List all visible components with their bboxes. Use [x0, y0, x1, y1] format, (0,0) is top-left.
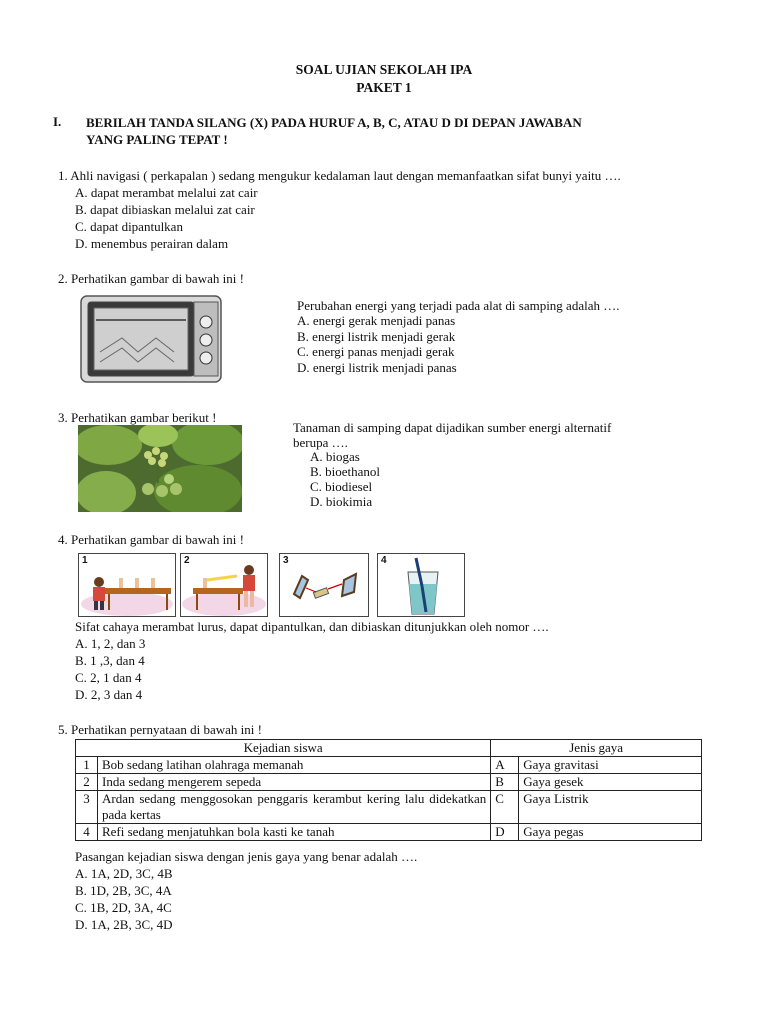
q1-options: [75, 184, 258, 252]
table-header-force: Jenis gaya: [491, 740, 702, 757]
q5-option-a[interactable]: A. 1A, 2D, 3C, 4B: [75, 866, 173, 881]
q2-question: Perubahan energi yang terjadi pada alat di samping adalah ….: [297, 298, 620, 313]
row-number: 3: [76, 791, 98, 824]
q5-text: 5. Perhatikan pernyataan di bawah ini !: [58, 722, 262, 737]
q2-text: 2. Perhatikan gambar di bawah ini !: [58, 271, 244, 286]
q2-option-a[interactable]: A. energi gerak menjadi panas: [297, 313, 456, 328]
row-letter: D: [491, 824, 519, 841]
q3-text: 3. Perhatikan gambar berikut !: [58, 410, 217, 425]
table-row: [76, 774, 702, 791]
page-subtitle: PAKET 1: [356, 80, 412, 95]
row-letter: A: [491, 757, 519, 774]
row-event: Refi sedang menjatuhkan bola kasti ke tanah: [97, 824, 490, 841]
q2-option-b[interactable]: B. energi listrik menjadi gerak: [297, 328, 456, 344]
q4-panel-2-label: 2: [184, 555, 190, 566]
section-instruction-line2: YANG PALING TEPAT !: [86, 132, 228, 147]
q4-panel-4-label: 4: [381, 555, 387, 566]
q1-option-c[interactable]: C. dapat dipantulkan: [75, 219, 183, 234]
page-title: SOAL UJIAN SEKOLAH IPA: [295, 62, 473, 77]
row-force: Gaya Listrik: [519, 791, 702, 824]
row-number: 4: [76, 824, 98, 841]
q5-options: [75, 865, 173, 933]
row-letter: C: [491, 791, 519, 824]
q1-option-b[interactable]: B. dapat dibiaskan melalui zat cair: [75, 202, 255, 217]
q4-options: [75, 635, 145, 703]
q2-option-d[interactable]: D. energi listrik menjadi panas: [297, 359, 457, 375]
row-event: Inda sedang mengerem sepeda: [97, 774, 490, 791]
row-letter: B: [491, 774, 519, 791]
q3-question-line1: Tanaman di samping dapat dijadikan sumber energi alternatif: [293, 420, 612, 435]
table-header-row: [76, 740, 702, 757]
row-force: Gaya gesek: [519, 774, 702, 791]
q3-question-line2: berupa ….: [293, 435, 348, 450]
q4-panel-1-label: 1: [82, 555, 88, 566]
row-force: Gaya pegas: [519, 824, 702, 841]
q3-options: [310, 449, 380, 509]
q5-option-c[interactable]: C. 1B, 2D, 3A, 4C: [75, 900, 172, 915]
q5-option-b[interactable]: B. 1D, 2B, 3C, 4A: [75, 883, 172, 898]
q4-panel-1: [78, 553, 176, 617]
q2-options: [297, 313, 457, 375]
q4-option-c[interactable]: C. 2, 1 dan 4: [75, 670, 142, 685]
plant-image: [78, 425, 242, 516]
q4-question: Sifat cahaya merambat lurus, dapat dipantulkan, dan dibiaskan ditunjukkan oleh nomor ….: [75, 619, 549, 634]
q5-question: Pasangan kejadian siswa dengan jenis gaya yang benar adalah ….: [75, 849, 418, 864]
q4-panel-3: [279, 553, 369, 617]
q3-option-b[interactable]: B. bioethanol: [310, 464, 381, 479]
q3-option-c[interactable]: C. biodiesel: [310, 479, 373, 494]
q5-option-d[interactable]: D. 1A, 2B, 3C, 4D: [75, 917, 173, 932]
row-number: 1: [76, 757, 98, 774]
q3-option-a[interactable]: A. biogas: [310, 449, 360, 464]
q4-option-d[interactable]: D. 2, 3 dan 4: [75, 687, 143, 702]
q4-option-b[interactable]: B. 1 ,3, dan 4: [75, 653, 145, 668]
table-header-event: Kejadian siswa: [76, 740, 491, 757]
table-row: [76, 824, 702, 841]
q1-option-a[interactable]: A. dapat merambat melalui zat cair: [75, 185, 258, 200]
oven-image: [78, 292, 224, 390]
q4-text: 4. Perhatikan gambar di bawah ini !: [58, 532, 244, 547]
q5-table: [75, 739, 702, 841]
table-row: [76, 791, 702, 824]
q4-panel-2: [180, 553, 268, 617]
q1-option-d[interactable]: D. menembus perairan dalam: [75, 236, 229, 251]
table-row: [76, 757, 702, 774]
section-number: I.: [53, 114, 62, 129]
q3-option-d[interactable]: D. biokimia: [310, 494, 373, 509]
row-number: 2: [76, 774, 98, 791]
q4-option-a[interactable]: A. 1, 2, dan 3: [75, 636, 146, 651]
q4-panel-3-label: 3: [283, 555, 289, 566]
row-event: Ardan sedang menggosokan penggaris kerambut kering lalu didekatkan pada kertas: [97, 791, 490, 824]
row-force: Gaya gravitasi: [519, 757, 702, 774]
q4-panel-4: [377, 553, 465, 617]
q1-text: 1. Ahli navigasi ( perkapalan ) sedang mengukur kedalaman laut dengan memanfaatkan sifat bunyi yaitu ….: [58, 168, 621, 183]
row-event: Bob sedang latihan olahraga memanah: [97, 757, 490, 774]
section-instruction-line1: BERILAH TANDA SILANG (X) PADA HURUF A, B, C, ATAU D DI DEPAN JAWABAN: [86, 115, 582, 130]
q2-option-c[interactable]: C. energi panas menjadi gerak: [297, 344, 455, 359]
